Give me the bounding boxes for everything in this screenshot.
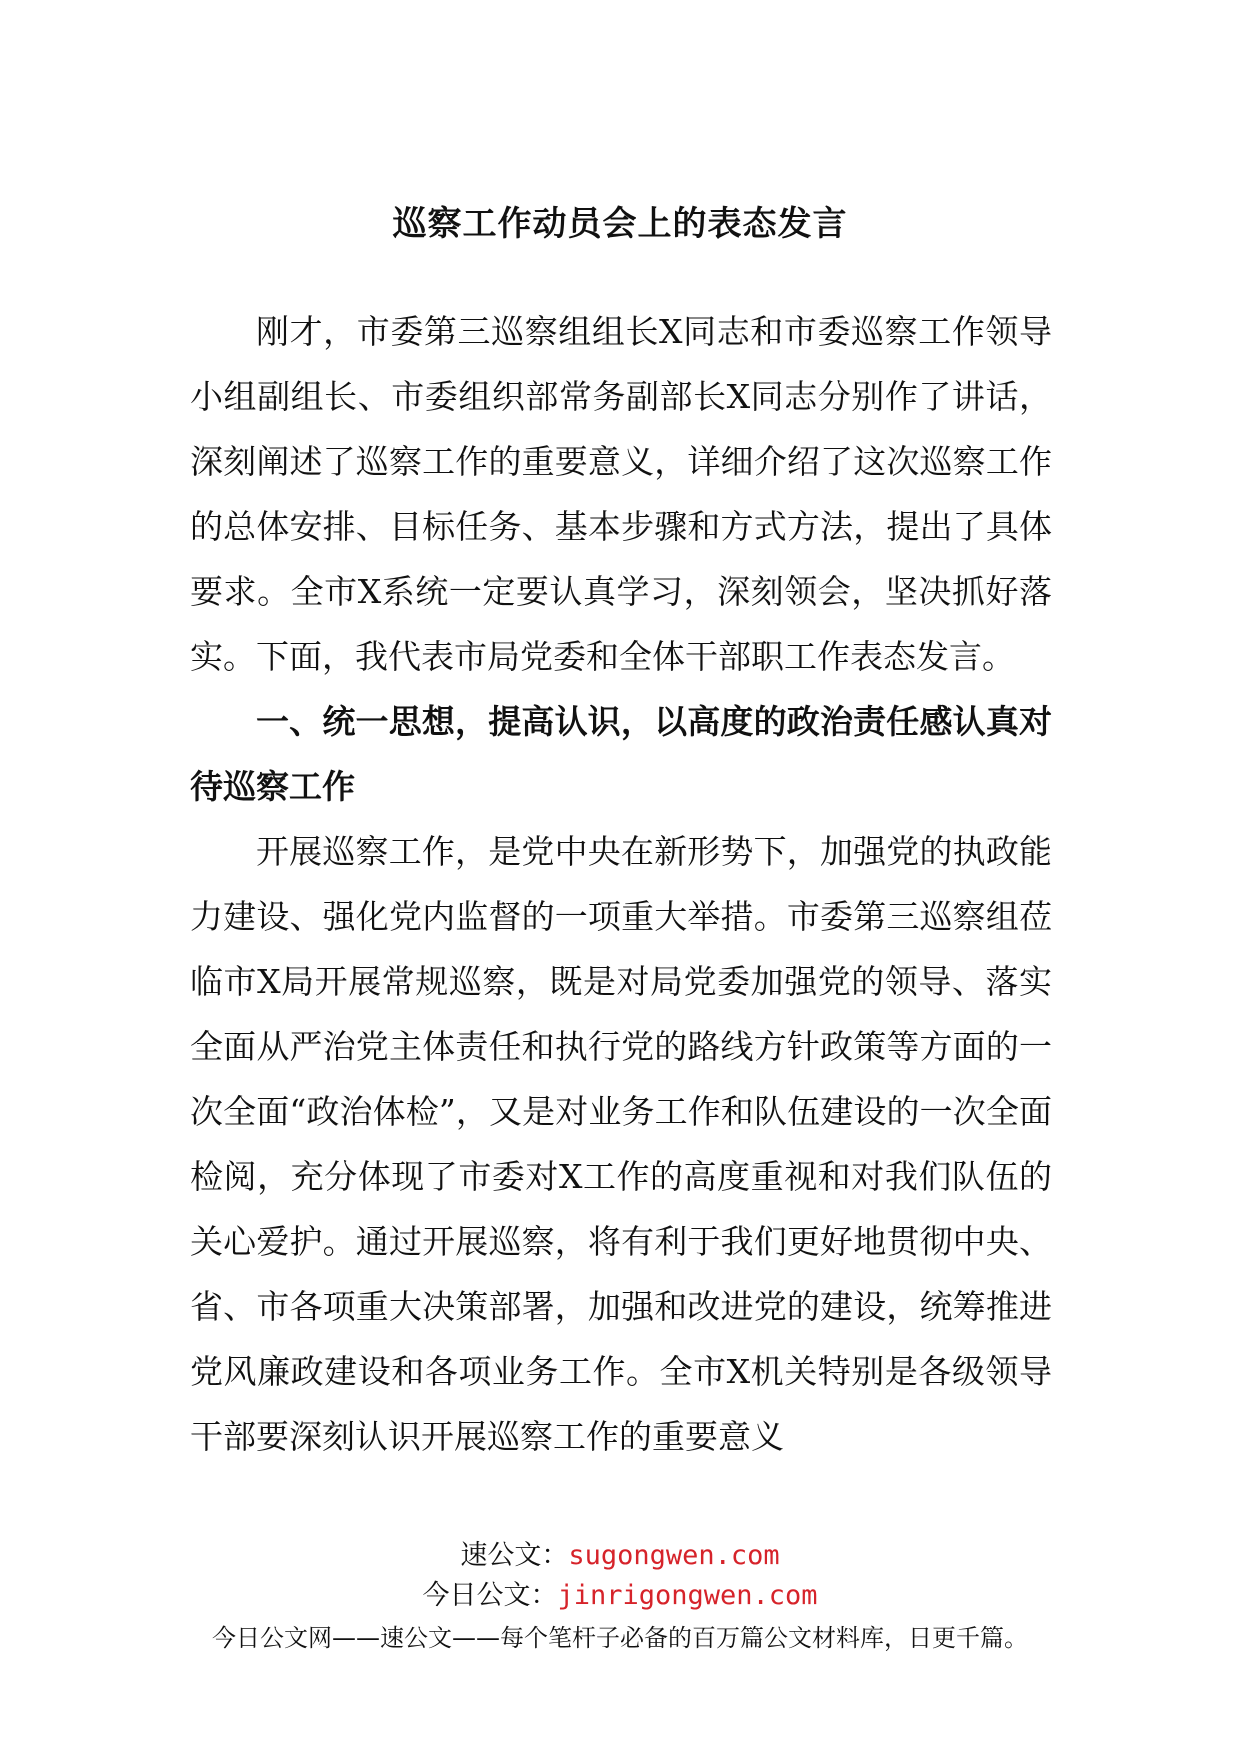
section-heading: 一、统一思想，提高认识，以高度的政治责任感认真对待巡察工作	[190, 702, 1052, 806]
footer-label: 今日公文：	[422, 1580, 558, 1611]
sugongwen-link[interactable]: sugongwen.com	[568, 1540, 780, 1571]
jinrigongwen-link[interactable]: jinrigongwen.com	[557, 1580, 818, 1611]
footer-jinrigongwen	[0, 1578, 1240, 1614]
document-title: 巡察工作动员会上的表态发言	[392, 204, 848, 244]
intro-paragraph: 刚才，市委第三巡察组组长X同志和市委巡察工作领导小组副组长、市委组织部常务副部长X同志分别作了讲话，深刻阐述了巡察工作的重要意义，详细介绍了这次巡察工作的总体安排、目标任务、基本步骤和方式方法，提出了具体要求。全市X系统一定要认真学习，深刻领会，坚决抓好落实。下面，我代表市局党委和全体干部职工作表态发言。	[190, 312, 1052, 676]
footer-sugongwen	[0, 1538, 1240, 1574]
footer-slogan: 今日公文网——速公文——每个笔杆子必备的百万篇公文材料库，日更千篇。	[212, 1624, 1028, 1652]
footer-label: 速公文：	[460, 1540, 569, 1571]
section-paragraph: 开展巡察工作，是党中央在新形势下，加强党的执政能力建设、强化党内监督的一项重大举措。市委第三巡察组莅临市X局开展常规巡察，既是对局党委加强党的领导、落实全面从严治党主体责任和执行党的路线方针政策等方面的一次全面“政治体检”，又是对业务工作和队伍建设的一次全面检阅，充分体现了市委对X工作的高度重视和对我们队伍的关心爱护。通过开展巡察，将有利于我们更好地贯彻中央、省、市各项重大决策部署，加强和改进党的建设，统筹推进党风廉政建设和各项业务工作。全市X机关特别是各级领导干部要深刻认识开展巡察工作的重要意义	[190, 832, 1052, 1456]
document-body	[190, 299, 1052, 1469]
